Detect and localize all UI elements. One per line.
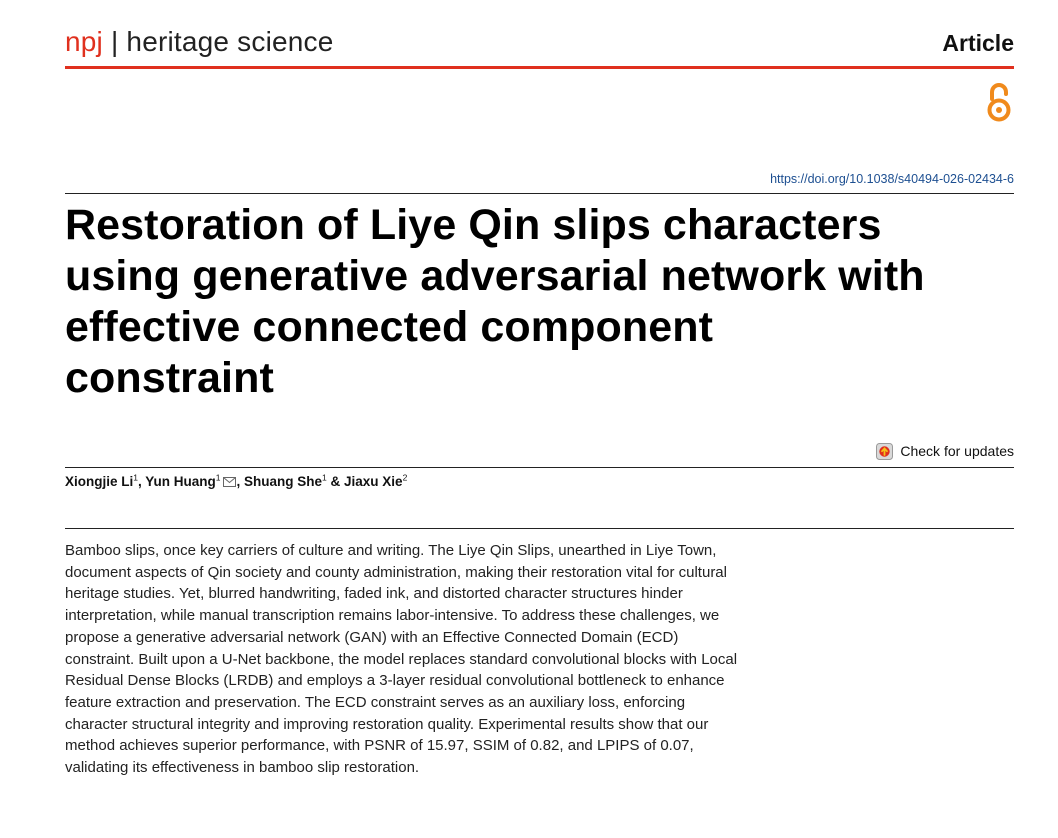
journal-separator: | (110, 26, 119, 57)
article-title (65, 200, 1025, 404)
author-name[interactable]: Xiongjie Li (65, 474, 134, 489)
abstract-line: feature extraction and preservation. The ECD constraint serves as an auxiliary loss, enforcing (65, 693, 686, 711)
title-line: using generative adversarial network with (65, 252, 925, 300)
author-affiliation: 1 (133, 472, 138, 483)
abstract-line: interpretation, while manual transcription remains labor-intensive. To address these challenges, we (65, 607, 720, 625)
author-name[interactable]: Shuang She (244, 474, 323, 489)
header-rule (65, 66, 1014, 69)
author-separator: , (138, 474, 146, 489)
abstract-line: character structural integrity and improving restoration quality. Experimental results show that our (65, 715, 709, 733)
check-for-updates-label: Check for updates (900, 443, 1014, 459)
author-affiliation: 1 (215, 472, 221, 483)
abstract-line: heritage studies. Yet, blurred handwriting, faded ink, and distorted character structures hinder (65, 585, 683, 603)
check-for-updates-icon (876, 443, 893, 460)
abstract-line: validating its effectiveness in bamboo slip restoration. (65, 759, 420, 777)
abstract-line: method achieves superior performance, with PSNR of 15.97, SSIM of 0.82, and LPIPS of 0.07, (65, 737, 694, 755)
email-envelope-icon[interactable] (223, 477, 236, 487)
open-access-lock-icon (983, 81, 1015, 123)
journal-prefix: npj (65, 26, 103, 57)
abstract-line: Residual Dense Blocks (LRDB) and employs a 3-layer residual convolutional bottleneck to enhance (65, 672, 725, 690)
abstract-line: constraint. Built upon a U-Net backbone, the model replaces standard convolutional blocks with Local (65, 650, 738, 668)
journal-brand (65, 26, 334, 58)
doi-rule (65, 193, 1014, 194)
author-name[interactable]: Jiaxu Xie (344, 474, 403, 489)
journal-name: heritage science (126, 26, 334, 57)
author-affiliation: 2 (402, 472, 408, 483)
abstract-line: propose a generative adversarial network (GAN) with an Effective Connected Domain (ECD) (65, 628, 679, 646)
title-line: constraint (65, 354, 274, 402)
authors-rule (65, 467, 1014, 468)
author-name[interactable]: Yun Huang (145, 474, 216, 489)
author-separator: , (236, 474, 245, 489)
title-line: effective connected component (65, 303, 714, 351)
title-line: Restoration of Liye Qin slips characters (65, 201, 882, 249)
doi-link[interactable]: https://doi.org/10.1038/s40494-026-02434-6 (770, 172, 1014, 186)
article-type-label: Article (942, 30, 1014, 56)
author-affiliation: 1 (322, 472, 327, 483)
author-list (65, 474, 407, 489)
author-separator: & (326, 474, 345, 489)
abstract-rule (65, 528, 1014, 529)
check-for-updates-button[interactable] (876, 441, 1014, 461)
abstract-line: Bamboo slips, once key carriers of culture and writing. The Liye Qin Slips, unearthed in Liye Town, (65, 542, 717, 559)
abstract (65, 540, 895, 779)
abstract-line: document aspects of Qin society and county administration, making their restoration vital for cultural (65, 563, 727, 581)
